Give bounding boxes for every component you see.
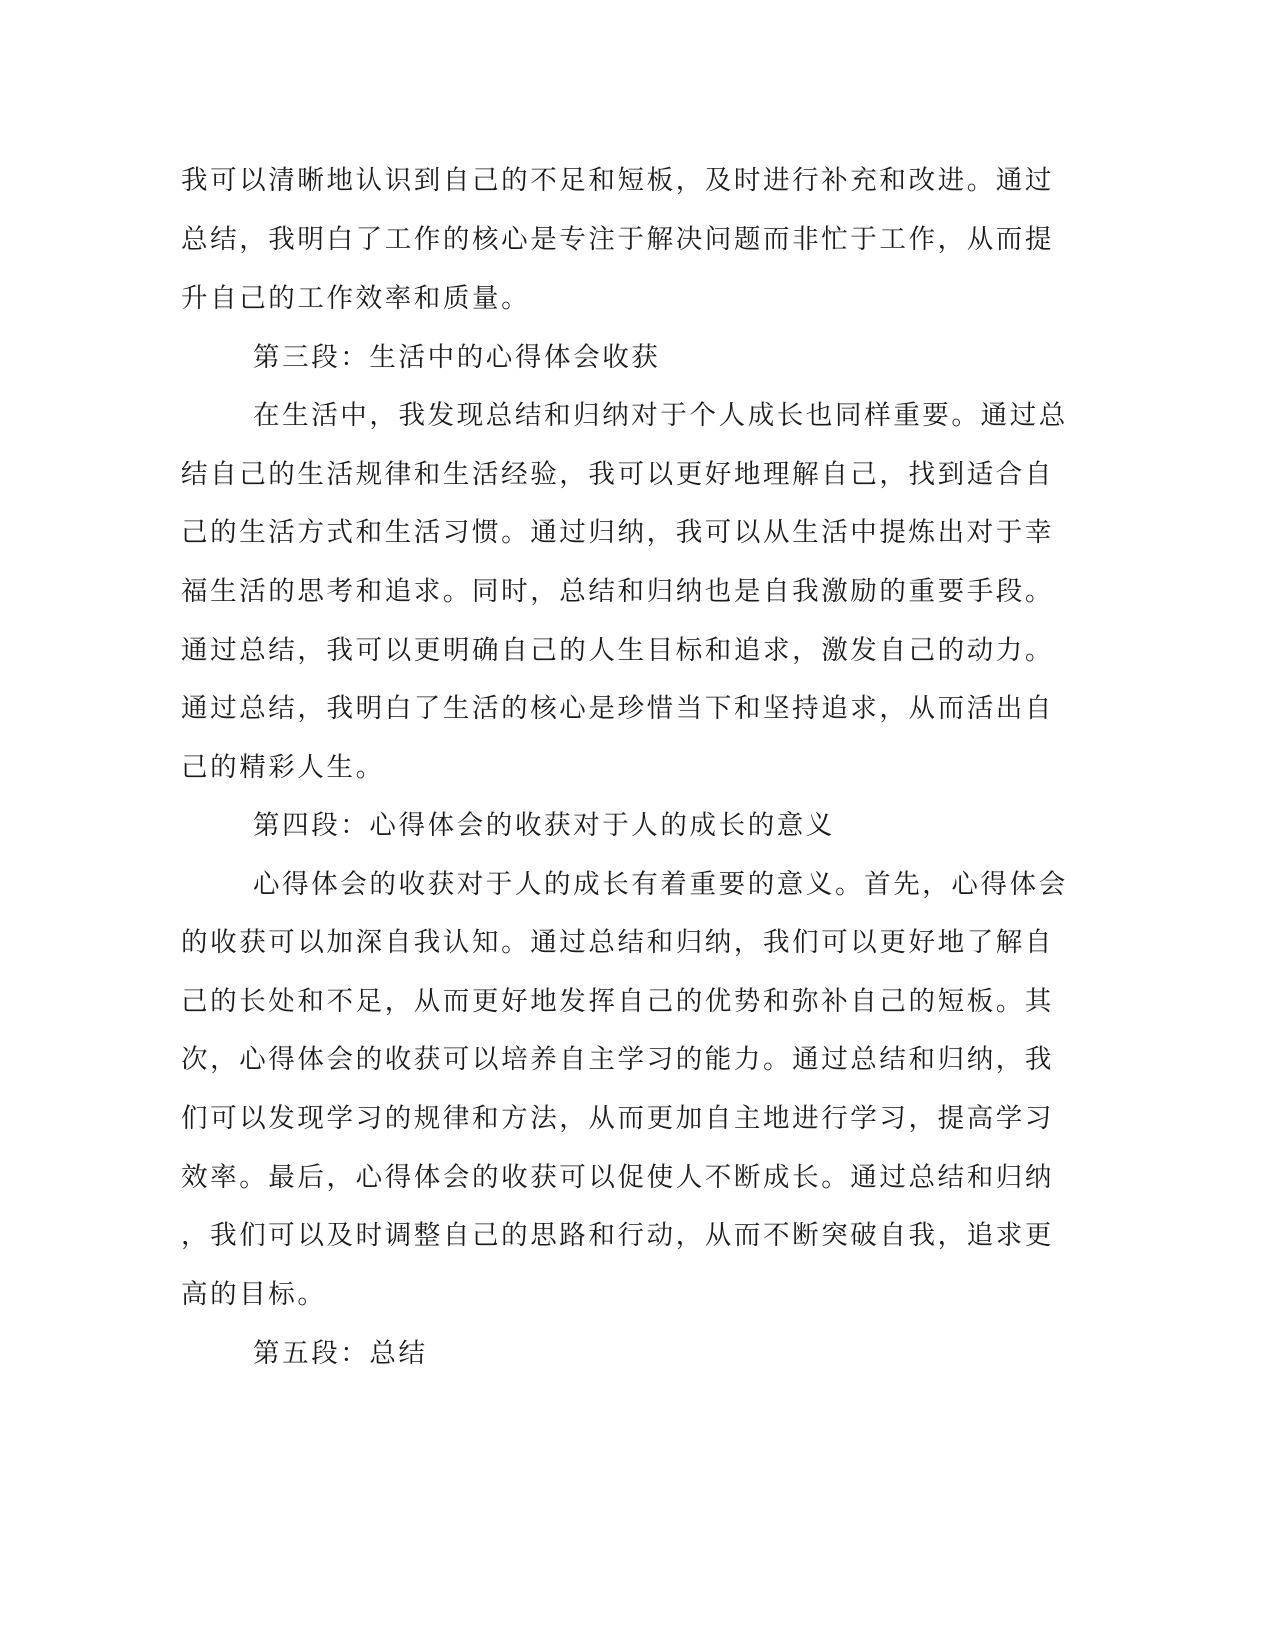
text-line: 结自己的生活规律和生活经验，我可以更好地理解自己，找到适合自 — [181, 459, 1054, 490]
text-line: 次，心得体会的收获可以培养自主学习的能力。通过总结和归纳，我 — [181, 1044, 1054, 1075]
text-line: 己的精彩人生。 — [181, 752, 385, 783]
text-line: 总结，我明白了工作的核心是专注于解决问题而非忙于工作，从而提 — [181, 224, 1054, 255]
text-line: 们可以发现学习的规律和方法，从而更加自主地进行学习，提高学习 — [181, 1103, 1054, 1134]
text-line: 己的生活方式和生活习惯。通过归纳，我可以从生活中提炼出对于幸 — [181, 517, 1054, 548]
text-line: 心得体会的收获对于人的成长有着重要的意义。首先，心得体会 — [253, 869, 1068, 900]
section-heading: 第四段：心得体会的收获对于人的成长的意义 — [253, 810, 835, 841]
text-line: 通过总结，我可以更明确自己的人生目标和追求，激发自己的动力。 — [181, 635, 1054, 666]
section-heading: 第三段：生活中的心得体会收获 — [253, 342, 661, 373]
text-line: 高的目标。 — [181, 1279, 327, 1310]
text-line: 福生活的思考和追求。同时，总结和归纳也是自我激励的重要手段。 — [181, 576, 1054, 607]
section-heading: 第五段：总结 — [253, 1338, 428, 1369]
text-line: 通过总结，我明白了生活的核心是珍惜当下和坚持追求，从而活出自 — [181, 693, 1054, 724]
text-line: ，我们可以及时调整自己的思路和行动，从而不断突破自我，追求更 — [181, 1220, 1054, 1251]
text-line: 在生活中，我发现总结和归纳对于个人成长也同样重要。通过总 — [253, 400, 1068, 431]
text-line: 效率。最后，心得体会的收获可以促使人不断成长。通过总结和归纳 — [181, 1162, 1054, 1193]
text-line: 升自己的工作效率和质量。 — [181, 283, 531, 314]
text-line: 己的长处和不足，从而更好地发挥自己的优势和弥补自己的短板。其 — [181, 986, 1054, 1017]
text-line: 我可以清晰地认识到自己的不足和短板，及时进行补充和改进。通过 — [181, 165, 1054, 196]
text-line: 的收获可以加深自我认知。通过总结和归纳，我们可以更好地了解自 — [181, 927, 1054, 958]
